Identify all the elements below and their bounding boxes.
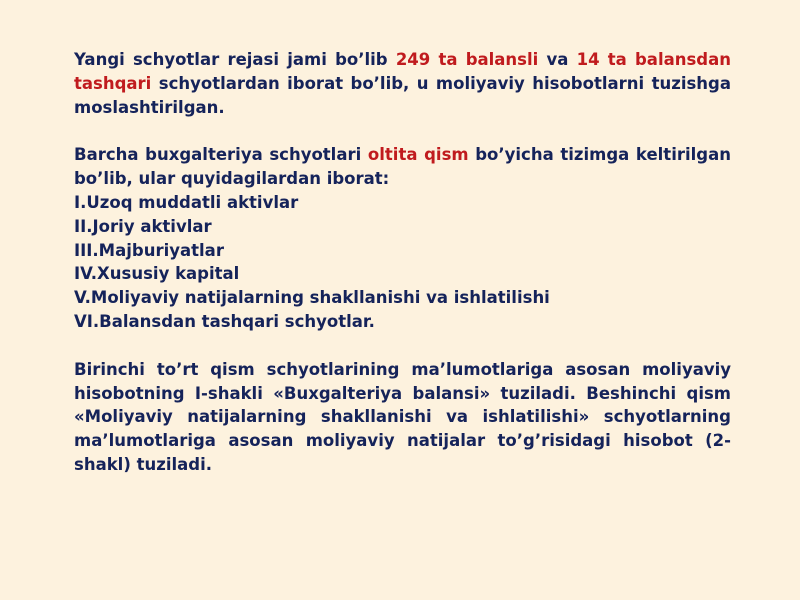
spacer	[74, 119, 731, 143]
spacer	[74, 334, 731, 358]
list-item-section-3: III.Majburiyatlar	[74, 240, 224, 260]
highlight-six-parts: oltita qism	[367, 145, 469, 165]
list-item-section-1: I.Uzoq muddatli aktivlar	[74, 192, 299, 212]
highlight-off-balance-accounts: 14 ta balansdan tashqari	[74, 50, 731, 93]
paragraph1-text-2: va	[538, 50, 577, 69]
paragraph-financial-reports: Birinchi to’rt qism schyotlarining ma’lumotlariga asosan moliyaviy hisobotning I-shakli «Buxgalteriya balansi» tuziladi. Beshinchi qism «Moliyaviy natijalarning shakllanishi va ishlatilishi» schyotlarning ma’lumotlariga asosan moliyaviy natijalar to’g’risidagi hisobot (2-shakl) tuziladi.	[74, 359, 731, 474]
paragraph1-text-3: schyotlardan iborat bo’lib, u moliyaviy hisobotlarni tuzishga moslashtirilgan.	[74, 73, 731, 117]
paragraph2-text-2: bo’yicha tizimga keltirilgan bo’lib, ular quyidagilardan iborat:	[74, 145, 731, 189]
list-item-section-2: II.Joriy aktivlar	[74, 216, 212, 236]
paragraph-chart-of-accounts	[74, 48, 731, 119]
paragraph1-text-1: Yangi schyotlar rejasi jami bo’lib	[74, 50, 396, 69]
paragraph-account-groups	[74, 143, 731, 191]
list-item-section-4: IV.Xususiy kapital	[74, 264, 240, 284]
sections-list	[74, 191, 731, 334]
slide-content	[74, 48, 731, 477]
list-item-section-5: V.Moliyaviy natijalarning shakllanishi va ishlatilishi	[74, 288, 550, 308]
list-item-section-6: VI.Balansdan tashqari schyotlar.	[74, 311, 375, 331]
highlight-balance-accounts: 249 ta balansli	[395, 50, 539, 69]
paragraph2-text-1: Barcha buxgalteriya schyotlari	[74, 145, 368, 165]
